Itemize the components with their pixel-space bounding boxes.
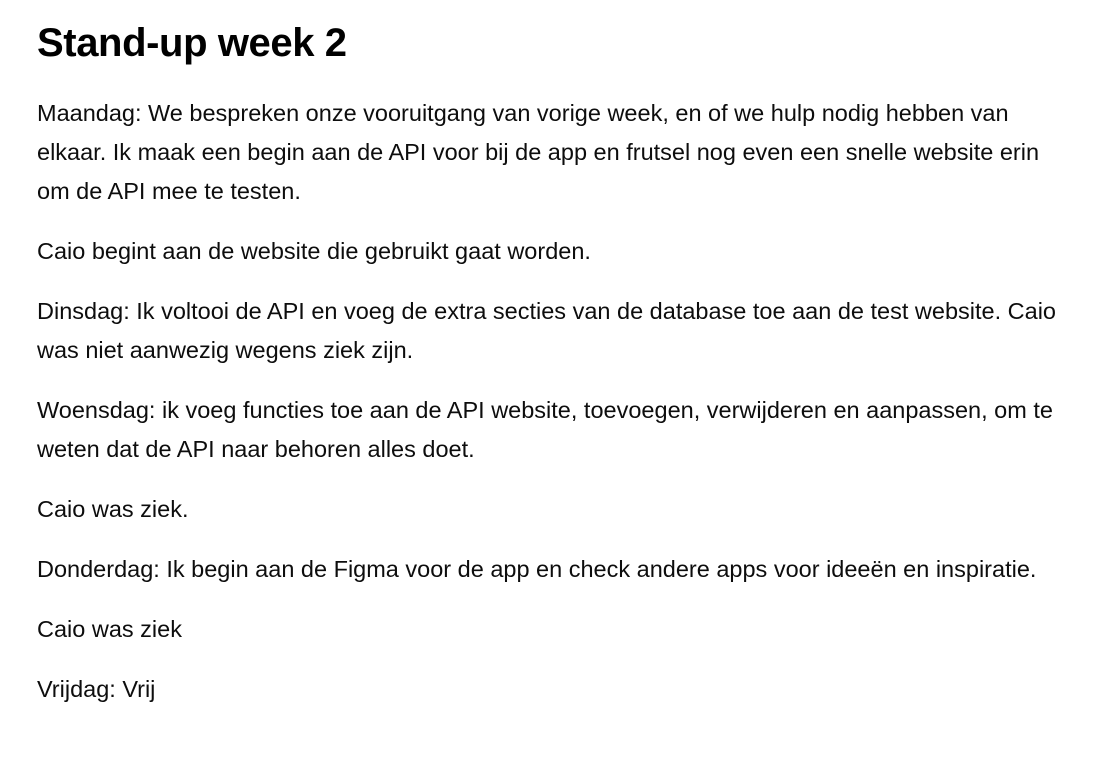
paragraph-friday: Vrijdag: Vrij: [37, 676, 156, 702]
paragraph-thursday: Donderdag: Ik begin aan de Figma voor de app en check andere apps voor ideeën en inspiratie.: [37, 556, 1037, 582]
paragraph-caio-website: Caio begint aan de website die gebruikt gaat worden.: [37, 238, 591, 264]
paragraph-caio-sick-1: Caio was ziek.: [37, 496, 189, 522]
paragraph-caio-sick-2: Caio was ziek: [37, 616, 182, 642]
paragraph-monday: Maandag: We bespreken onze vooruitgang van vorige week, en of we hulp nodig hebben van elkaar. Ik maak een begin aan de API voor bij de app en frutsel nog even een snelle website erin om de API mee te testen.: [37, 100, 1040, 204]
page-title: Stand-up week 2: [37, 21, 347, 65]
paragraph-wednesday: Woensdag: ik voeg functies toe aan de API website, toevoegen, verwijderen en aanpassen, om te weten dat de API naar behoren alles doet.: [37, 397, 1053, 462]
paragraph-tuesday: Dinsdag: Ik voltooi de API en voeg de extra secties van de database toe aan de test website. Caio was niet aanwezig wegens ziek zijn.: [37, 298, 1056, 363]
